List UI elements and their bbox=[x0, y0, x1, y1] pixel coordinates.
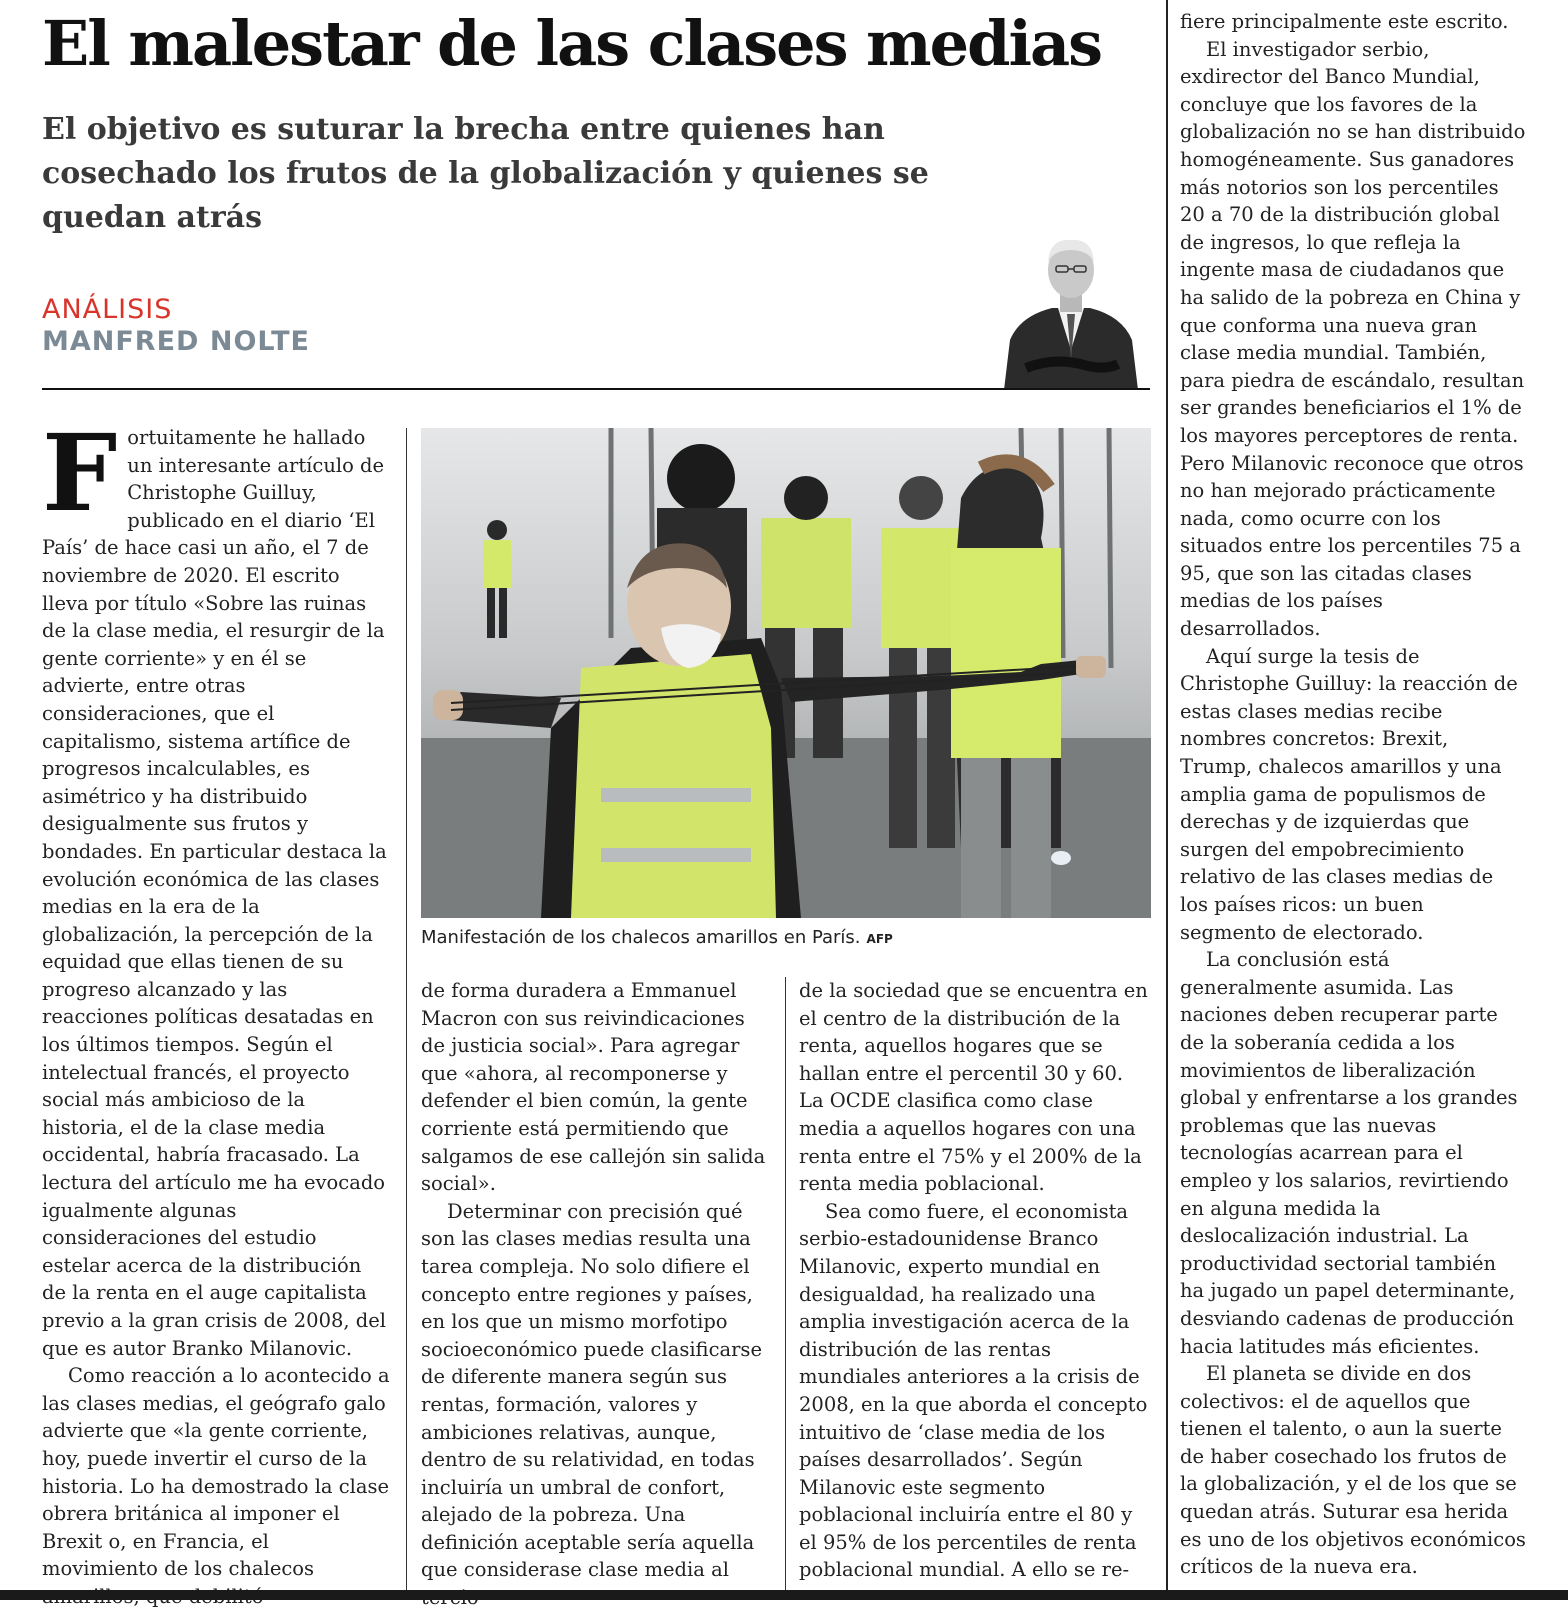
column-divider bbox=[785, 977, 786, 1590]
article-column-2 bbox=[421, 977, 773, 1612]
paragraph: La conclusión está generalmente asumida. Las naciones deben recuperar parte de la soberanía cedida a los movimientos de liberalización global y enfrentarse a los grandes problemas que las nuevas tecnologías acarrean para el empleo y los salarios, revirtiendo en alguna medida la deslocalización industrial. La productividad sectorial también ha jugado un papel determinante, desviando cadenas de producción hacia latitudes más eficientes. bbox=[1180, 948, 1518, 1358]
paragraph: de la sociedad que se encuentra en el centro de la distribución de la renta, aquellos hogares que se hallan entre el percentil 30 y 60. La OCDE clasifica como clase media a aquellos hogares con una renta entre el 75% y el 200% de la renta media poblacional. bbox=[799, 979, 1148, 1196]
paragraph: Como reacción a lo acontecido a las clases medias, el geógrafo galo advierte que «la gente corriente, hoy, puede invertir el curso de la historia. Lo ha demostrado la clase obrera británica al imponer el Brexit o, en Francia, el movimiento de los chalecos bbox=[42, 1364, 390, 1581]
drop-cap: F bbox=[42, 410, 118, 535]
author-photo bbox=[996, 228, 1146, 390]
page-bottom-border bbox=[0, 1590, 1568, 1600]
paragraph: El investigador serbio, exdirector del Banco Mundial, concluye que los favores de la globalización no se han distribuido homogéneamente. Sus ganadores más notorios son los percentiles 20 a 70 de la distribución global de ingresos, lo que refleja la ingente masa de ciudadanos que ha salido de la pobreza en China y que conforma una nueva gran clase media mundial. También, para piedra de escándalo, resultan ser grandes beneficiarios el 1% de los mayores perceptores de renta. Pero Milanovic reconoce que otros no han mejorado prácticamente nada, como ocurre con los situados entre los percentiles 75 a 95, que son las citadas clases medias de los países desarrollados. bbox=[1180, 37, 1526, 641]
header-divider bbox=[42, 388, 1150, 390]
paragraph: Aquí surge la tesis de Christophe Guilluy: la reacción de estas clases medias recibe nombres concretos: Brexit, Trump, chalecos amarillos y una amplia gama de populismos de derechas y de izquierdas que surgen del empobrecimiento relativo de las clases medias de los países ricos: un buen segmento de electorado. bbox=[1180, 644, 1518, 944]
paragraph: ortuitamente he hallado un interesante artículo de Christophe Guilluy, publicado en el diario ‘El País’ de hace casi un año, el 7 de noviembre de 2020. El escrito lleva por título «Sobre las ruinas de la clase media, el resurgir de la gente corriente» y en él se advierte, entre otras consideraciones, que el capitalismo, sistema artífice de progresos incalculables, es asimétrico y ha distribuido desigualmente sus frutos y bondades. En particular destaca la evolución económica de las clases medias en la era de la globalización, la percepción de la equidad que ellas tienen de su progreso alcanzado y las reacciones políticas desatadas en los últimos tiempos. Según el intelectual francés, el proyecto social más ambicioso de la historia, el de la clase media occidental, habría fracasado. La lectura del artículo me ha evocado igualmente algunas consideraciones del estudio estelar acerca de la distribución de la renta en el auge capitalista previo a la gran crisis de 2008, del que es autor Branko Milanovic. bbox=[42, 426, 387, 1360]
article-column-1 bbox=[42, 410, 390, 1611]
news-photo bbox=[421, 428, 1151, 918]
caption-text: Manifestación de los chalecos amarillos en París. bbox=[421, 927, 861, 948]
column-divider bbox=[406, 428, 407, 1590]
subheadline: El objetivo es suturar la brecha entre quienes han cosechado los frutos de la globalización y quienes se quedan atrás bbox=[42, 112, 929, 235]
photo-credit: AFP bbox=[866, 932, 893, 946]
paragraph: El planeta se divide en dos colectivos: el de aquellos que tienen el talento, o aun la suerte de haber cosechado los frutos de la globalización, y el de los que se quedan atrás. Suturar esa herida es uno de los objetivos económicos críticos de la nueva era. bbox=[1180, 1362, 1526, 1579]
section-label: ANÁLISIS bbox=[42, 294, 173, 325]
paragraph: fiere principalmente este escrito. bbox=[1180, 10, 1509, 33]
photo-caption bbox=[421, 925, 1151, 952]
author-name: MANFRED NOLTE bbox=[42, 326, 310, 357]
paragraph: Sea como fuere, el economista serbio-estadounidense Branco Milanovic, experto mundial en desigualdad, ha realizado una amplia investigación acerca de la distribución de las rentas mundiales anteriores a la crisis de 2008, en la que aborda el concepto intuitivo de ‘clase media de los países desarrollados’. Según Milanovic este segmento poblacional incluiría entre el 80 y el 95% de los percentiles de renta poblacional mundial. A ello se re- bbox=[799, 1199, 1148, 1582]
article-column-3 bbox=[799, 977, 1149, 1584]
column-divider-major bbox=[1166, 0, 1168, 1600]
paragraph: de forma duradera a Emmanuel Macron con sus reivindicaciones de justicia social». Para agregar que «ahora, al recomponerse y defender el bien común, la gente corriente está permitiendo que salgamos de ese callejón sin salida social». bbox=[421, 979, 766, 1196]
headline: El malestar de las clases medias bbox=[42, 7, 1102, 80]
article-column-4 bbox=[1180, 8, 1526, 1581]
paragraph: Determinar con precisión qué son las clases medias resulta una tarea compleja. No solo difiere el concepto entre regiones y países, en los que un mismo morfotipo socioeconómico puede clasificarse de diferente manera según sus rentas, formación, valores y ambiciones relativas, aunque, dentro de su relatividad, en todas incluiría un umbral de confort, alejado de la pobreza. Una definición aceptable sería aquella que considerase clase media al bbox=[421, 1199, 762, 1582]
